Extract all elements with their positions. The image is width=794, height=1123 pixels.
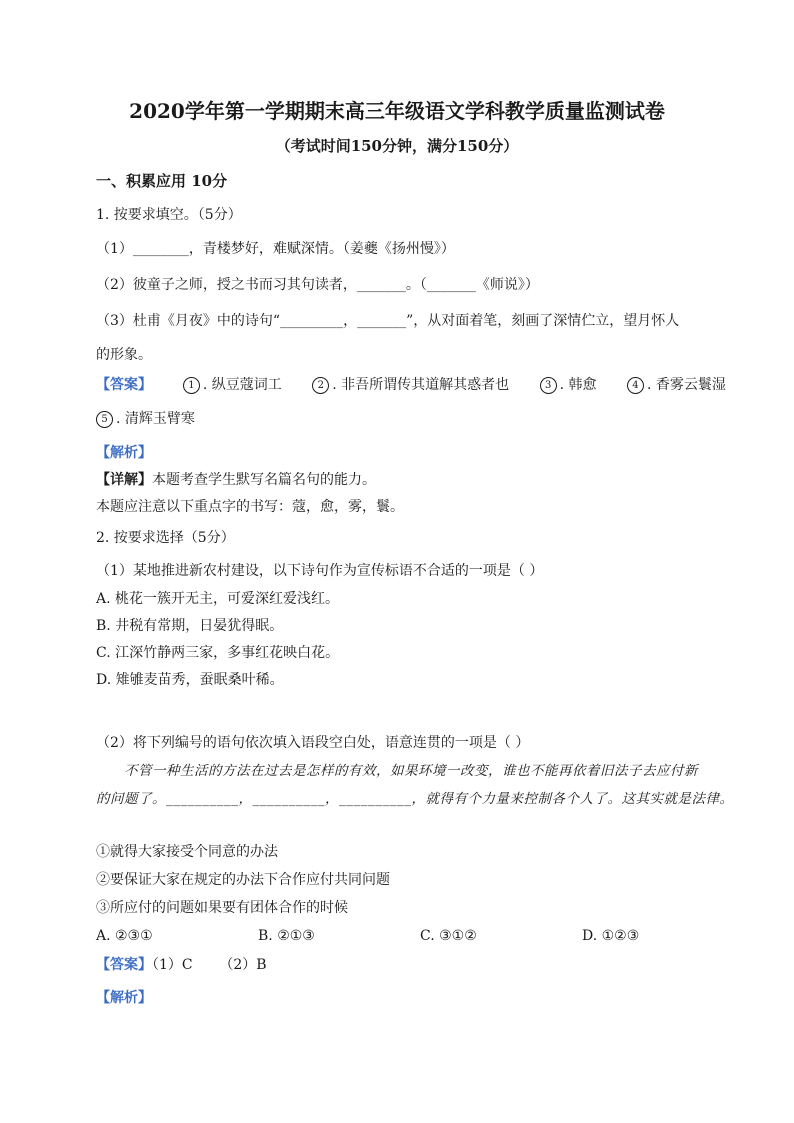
circled-number: 5	[96, 411, 113, 428]
answer-row	[96, 376, 752, 394]
page-subtitle: （考试时间150分钟，满分150分）	[275, 137, 519, 155]
analysis-tag: 【解析】	[96, 990, 152, 1006]
question-1-item-1: （1）________，青楼梦好，难赋深情。（姜夔《扬州慢》）	[96, 241, 455, 257]
answer-item: 4 . 香雾云鬟湿	[627, 376, 726, 394]
circled-number: 4	[627, 377, 644, 394]
question-1-item-3-cont: 的形象。	[96, 347, 152, 363]
circled-number: 2	[312, 377, 329, 394]
answer-item: 5 . 清辉玉臂寒	[96, 410, 195, 428]
question-2-sub-1: （1）某地推进新农村建设，以下诗句作为宣传标语不合适的一项是（ ）	[96, 563, 544, 579]
option-c: C. ③①②	[420, 928, 477, 944]
question-2-stem: 2. 按要求选择（5分）	[96, 530, 235, 546]
option-a: A. ②③①	[96, 928, 153, 944]
option-a: A. 桃花一簇开无主，可爱深红爱浅红。	[96, 591, 340, 607]
option-d: D. 雉雊麦苗秀，蚕眠桑叶稀。	[96, 672, 284, 688]
detail-line: 【详解】本题考查学生默写名篇名句的能力。	[96, 472, 376, 488]
circled-number: 1	[183, 377, 200, 394]
option-b: B. 井税有常期，日晏犹得眠。	[96, 618, 284, 634]
sentence-1: ①就得大家接受个同意的办法	[96, 844, 278, 860]
detail-tag: 【详解】	[96, 472, 152, 488]
question-1-item-3: （3）杜甫《月夜》中的诗句“_________，_______”，从对面着笔，刻画了深情伫立，望月怀人	[96, 313, 680, 329]
sentence-2: ②要保证大家在规定的办法下合作应付共同问题	[96, 872, 390, 888]
passage-line-2: 的问题了。__________，__________，__________，就得有个力量来控制各个人了。这其实就是法律。	[96, 791, 734, 807]
answer-item: 1 . 纵豆蔻词工	[183, 376, 282, 394]
question-1-item-2: （2）彼童子之师，授之书而习其句读者，_______。（_______《师说》）	[96, 277, 539, 293]
answer-item: 2 . 非吾所谓传其道解其惑者也	[312, 376, 509, 394]
answer-tag: 【答案】	[96, 957, 152, 973]
answer-item: 3 . 韩愈	[540, 376, 597, 394]
section-heading: 一、积累应用 10分	[96, 172, 228, 190]
circled-number: 3	[540, 377, 557, 394]
option-b: B. ②①③	[258, 928, 315, 944]
passage-line-1: 不管一种生活的方法在过去是怎样的有效，如果环境一改变，谁也不能再依着旧法子去应付新	[124, 763, 698, 779]
analysis-tag: 【解析】	[96, 445, 152, 461]
option-d: D. ①②③	[582, 928, 640, 944]
answer-tag: 【答案】	[96, 377, 152, 393]
sentence-3: ③所应付的问题如果要有团体合作的时候	[96, 900, 348, 916]
page-title: 2020学年第一学期期末高三年级语文学科教学质量监测试卷	[129, 99, 665, 123]
note-line: 本题应注意以下重点字的书写：蔻，愈，雾，鬟。	[96, 499, 404, 515]
option-c: C. 江深竹静两三家，多事红花映白花。	[96, 645, 340, 661]
question-1-stem: 1. 按要求填空。（5分）	[96, 207, 242, 223]
question-2-sub-2: （2）将下列编号的语句依次填入语段空白处，语意连贯的一项是（ ）	[96, 735, 530, 751]
answer-row-2: 【答案】（1）C （2）B	[96, 957, 267, 973]
